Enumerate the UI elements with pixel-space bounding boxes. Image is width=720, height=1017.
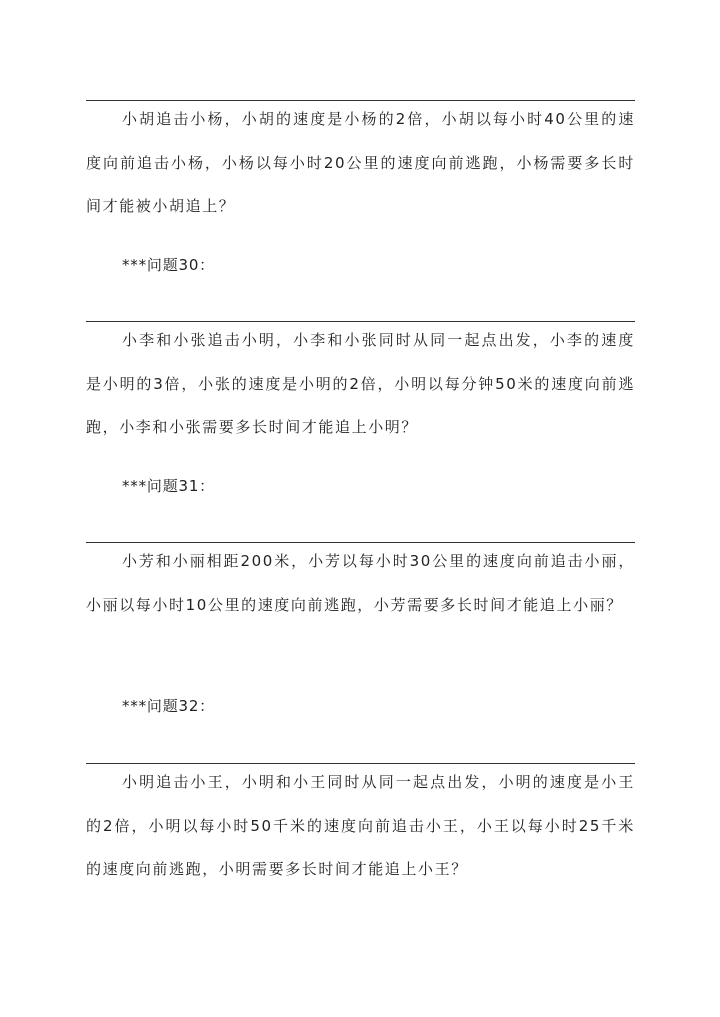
question-block xyxy=(86,100,635,229)
question-heading: ***问题30： xyxy=(122,256,215,274)
question-block xyxy=(86,321,635,450)
question-text: 小胡追击小杨，小胡的速度是小杨的2倍，小胡以每小时40公里的速度向前追击小杨，小杨以每小时20公里的速度向前逃跑，小杨需要多长时间才能被小胡追上？ xyxy=(86,110,635,215)
question-text: 小明追击小王，小明和小王同时从同一起点出发，小明的速度是小王的2倍，小明以每小时50千米的速度向前追击小王，小王以每小时25千米的速度向前逃跑，小明需要多长时间才能追上小王？ xyxy=(86,773,635,878)
question-block xyxy=(86,763,635,892)
question-heading: ***问题32： xyxy=(122,697,215,715)
question-text: 小李和小张追击小明，小李和小张同时从同一起点出发，小李的速度是小明的3倍，小张的速度是小明的2倍，小明以每分钟50米的速度向前逃跑，小李和小张需要多长时间才能追上小明？ xyxy=(86,331,635,436)
question-block xyxy=(86,542,635,627)
question-text: 小芳和小丽相距200米，小芳以每小时30公里的速度向前追击小丽，小丽以每小时10公里的速度向前逃跑，小芳需要多长时间才能追上小丽？ xyxy=(86,552,635,614)
question-heading: ***问题31： xyxy=(122,477,215,495)
